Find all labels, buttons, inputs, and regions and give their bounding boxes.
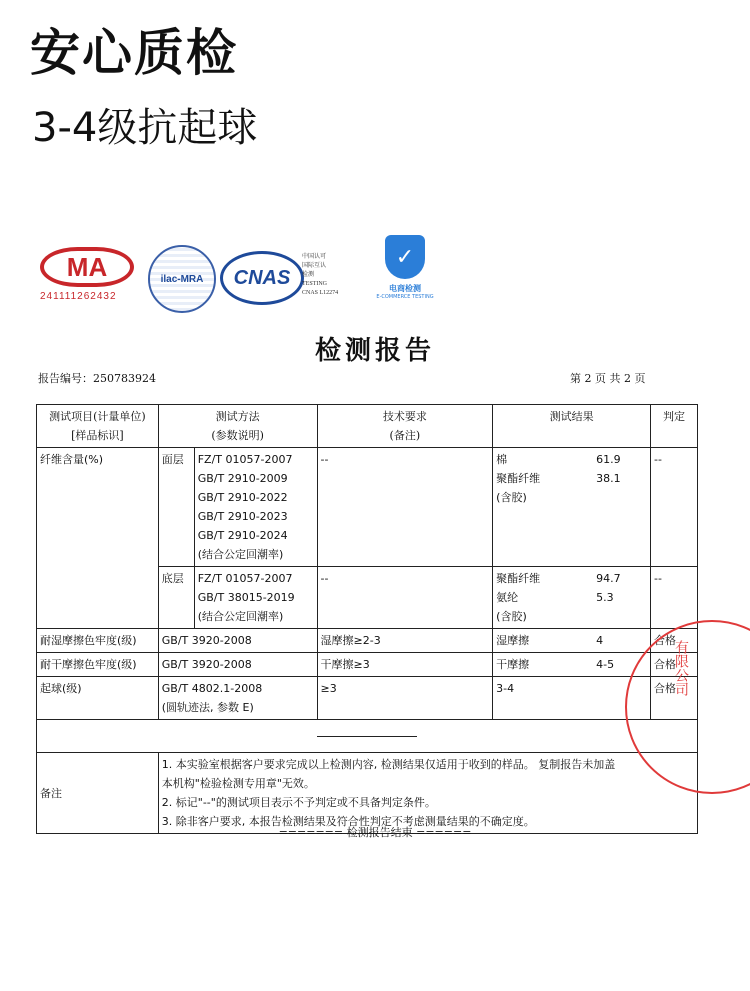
header-judgement: 判定 <box>651 405 698 448</box>
row-layer: 面层 <box>158 448 194 567</box>
table-header-row <box>37 405 698 448</box>
cnas-caption-line: CNAS L12274 <box>302 290 339 296</box>
table-row <box>37 629 698 653</box>
hero-subtitle: 3-4级抗起球 <box>32 105 258 151</box>
header-method: 测试方法 (参数说明) <box>158 405 317 448</box>
cnas-logo: CNAS <box>220 251 304 305</box>
row-requirement: 湿摩擦≥2-3 <box>317 629 493 653</box>
row-methods: FZ/T 01057-2007 GB/T 2910-2009 GB/T 2910-2022 GB/T 2910-2023 GB/T 2910-2024 (结合公定回潮率) <box>194 448 317 567</box>
row-judgement: -- <box>651 567 698 629</box>
row-results: 3-4 <box>493 677 651 720</box>
header-result: 测试结果 <box>493 405 651 448</box>
cnas-caption-line: 国际互认 <box>302 263 327 269</box>
row-item: 耐湿摩擦色牢度(级) <box>37 629 159 653</box>
row-requirement: ≥3 <box>317 677 493 720</box>
row-results: 聚酯纤维 94.7 氨纶 5.3 (含胶) <box>493 567 651 629</box>
cnas-caption-line: 检测 <box>302 272 315 278</box>
cma-number: 241111262432 <box>40 291 117 302</box>
cnas-caption <box>302 253 338 298</box>
remark-line: 1. 本实验室根据客户要求完成以上检测内容, 检测结果仅适用于收到的样品。 复制报告未加盖 <box>161 758 616 771</box>
remark-line: 3. 除非客户要求, 本报告检测结果及符合性判定不考虑测量结果的不确定度。 <box>161 815 535 828</box>
cnas-caption-line: 中国认可 <box>302 254 327 260</box>
remark-line: 本机构"检验检测专用章"无效。 <box>161 777 315 790</box>
row-judgement: -- <box>651 448 698 567</box>
row-judgement: 合格 <box>651 629 698 653</box>
row-item: 起球(级) <box>37 677 159 720</box>
row-layer: 底层 <box>158 567 194 629</box>
remarks-label: 备注 <box>37 753 159 834</box>
report-table <box>36 404 698 834</box>
table-row <box>37 677 698 720</box>
cma-logo <box>40 247 140 302</box>
certification-logos <box>40 235 440 315</box>
report-number: 报告编号：250783924 <box>38 372 156 385</box>
table-row <box>37 653 698 677</box>
row-methods: FZ/T 01057-2007 GB/T 38015-2019 (结合公定回潮率) <box>194 567 317 629</box>
ilac-mra-logo: ilac-MRA <box>148 245 216 313</box>
row-item: 耐干摩擦色牢度(级) <box>37 653 159 677</box>
row-results: 棉 61.9 聚酯纤维 38.1 (含胶) <box>493 448 651 567</box>
report-title: 检测报告 <box>314 336 435 366</box>
ecommerce-testing-logo <box>360 235 450 300</box>
divider <box>317 736 417 737</box>
row-judgement: 合格 <box>651 653 698 677</box>
page-info: 第 2 页 共 2 页 <box>570 372 646 385</box>
row-requirement: 干摩擦≥3 <box>317 653 493 677</box>
row-methods: GB/T 3920-2008 <box>158 629 317 653</box>
header-item: 测试项目(计量单位) [样品标识] <box>37 405 159 448</box>
cnas-caption-line: TESTING <box>302 281 327 287</box>
hero-title: 安心质检 <box>30 24 238 82</box>
header-requirement: 技术要求 (备注) <box>317 405 493 448</box>
row-requirement: -- <box>317 567 493 629</box>
cma-mark: MA <box>40 247 134 287</box>
row-requirement: -- <box>317 448 493 567</box>
row-results: 干摩擦 4-5 <box>493 653 651 677</box>
row-methods: GB/T 4802.1-2008 (圆轨迹法, 参数 E) <box>158 677 317 720</box>
shield-check-icon: ✓ <box>385 235 425 279</box>
remarks-content <box>158 753 697 834</box>
remark-line: 2. 标记"--"的测试项目表示不予判定或不具备判定条件。 <box>161 796 436 809</box>
table-row <box>37 448 698 567</box>
blank-row <box>37 720 698 753</box>
row-methods: GB/T 3920-2008 <box>158 653 317 677</box>
ecommerce-label-en: E-COMMERCE TESTING <box>376 294 434 300</box>
seal-text: 有限公司 <box>673 640 689 696</box>
report-end: ======= 检测报告结束 ====== <box>278 826 472 839</box>
ecommerce-label-cn: 电商检测 <box>389 284 421 293</box>
row-item: 纤维含量(%) <box>37 448 159 629</box>
remarks-row <box>37 753 698 834</box>
row-results: 湿摩擦 4 <box>493 629 651 653</box>
row-judgement: 合格 <box>651 677 698 720</box>
